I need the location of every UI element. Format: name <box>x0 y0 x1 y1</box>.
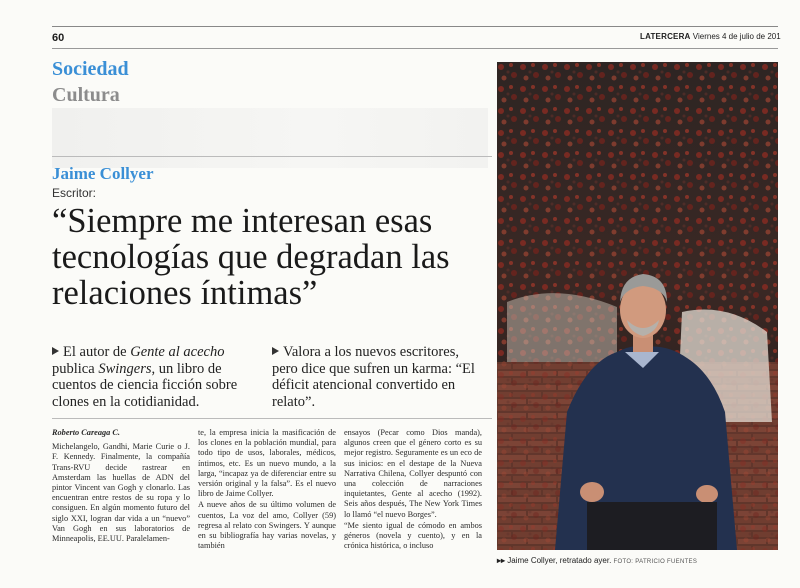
deck-2-text: Valora a los nuevos escritores, pero dice que sufren un karma: “El déficit atencional convertido en relato”. <box>272 344 475 410</box>
top-rule <box>52 26 778 27</box>
header-rule <box>52 48 778 49</box>
body-column-1 <box>52 428 190 545</box>
byline: Roberto Careaga C. <box>52 428 120 437</box>
section-title: Sociedad <box>52 58 129 80</box>
photo-illustration <box>497 62 778 550</box>
interviewee-role: Escritor: <box>52 186 97 200</box>
body-rule <box>52 418 492 419</box>
body-column-2 <box>198 428 336 552</box>
deck-item-1 <box>52 344 262 410</box>
title-rule <box>52 156 492 157</box>
paragraph: te, la empresa inicia la masificación de los clones en la población mundial, para todo tipo de usos, laborales, médicos, íntimos, etc. Es un nuevo mundo, a la larga, “incapaz ya de diferenciar entre su versión original y la falsa”. Es el nuevo libro de Jaime Collyer. <box>198 428 336 499</box>
body-column-3 <box>344 428 482 552</box>
headline: “Siempre me interesan esas tecnologías que degradan las relaciones íntimas” <box>52 202 450 312</box>
subsection-title: Cultura <box>52 84 120 106</box>
page-number: 60 <box>52 32 65 44</box>
paragraph: ensayos (Pecar como Dios manda), algunos creen que el género corto es su mejor registro. Seguramente es un eco de sus inicios: en el destape de la Nueva Narrativa Chilena, Collyer despuntó con una colección de narraciones inquietantes, Gente al acecho (1992). Seis años después, The New York Times lo llamó “el nuevo Borges”. <box>344 428 482 519</box>
bleed-through-shadow <box>52 108 488 168</box>
photo-credit: FOTO: PATRICIO FUENTES <box>613 559 698 565</box>
deck-item-2 <box>272 344 482 410</box>
interviewee-name: Jaime Collyer <box>52 164 154 183</box>
arrow-right-icon <box>272 347 279 355</box>
caption-marker: ▸▸ <box>497 556 506 565</box>
caption-text: Jaime Collyer, retratado ayer. <box>507 556 612 565</box>
photo-caption <box>497 556 697 565</box>
masthead-date: Viernes 4 de julio de 201 <box>692 32 781 41</box>
masthead <box>640 32 781 41</box>
masthead-logo: LATERCERA <box>640 32 691 41</box>
arrow-right-icon <box>52 347 59 355</box>
author-photo <box>497 62 778 550</box>
paragraph: A nueve años de su último volumen de cuentos, La voz del amo, Collyer (59) regresa al relato con Swingers. Y aunque en su bibliografía hay varias novelas, y también <box>198 500 336 551</box>
paragraph: “Me siento igual de cómodo en ambos géneros (novela y cuento), y en la crónica histórica, o incluso <box>344 520 482 551</box>
deck-1-text: El autor de Gente al acecho publica Swingers, un libro de cuentos de ciencia ficción sobre clones en la cotidianidad. <box>52 344 238 410</box>
paragraph: Michelangelo, Gandhi, Marie Curie o J. F. Kennedy. Finalmente, la compañía Trans-RVU decide rastrear en Amsterdam las huellas de ADN del pintor Vincent van Gogh y clonarlo. Las encuentran entre restos de su ropa y lo consiguen. En algún momento futuro del siglo XXI, logran dar vida a un “nuevo” Van Gogh en sus laboratorios de Minneapolis, EE.UU. Paralelamen- <box>52 442 190 544</box>
